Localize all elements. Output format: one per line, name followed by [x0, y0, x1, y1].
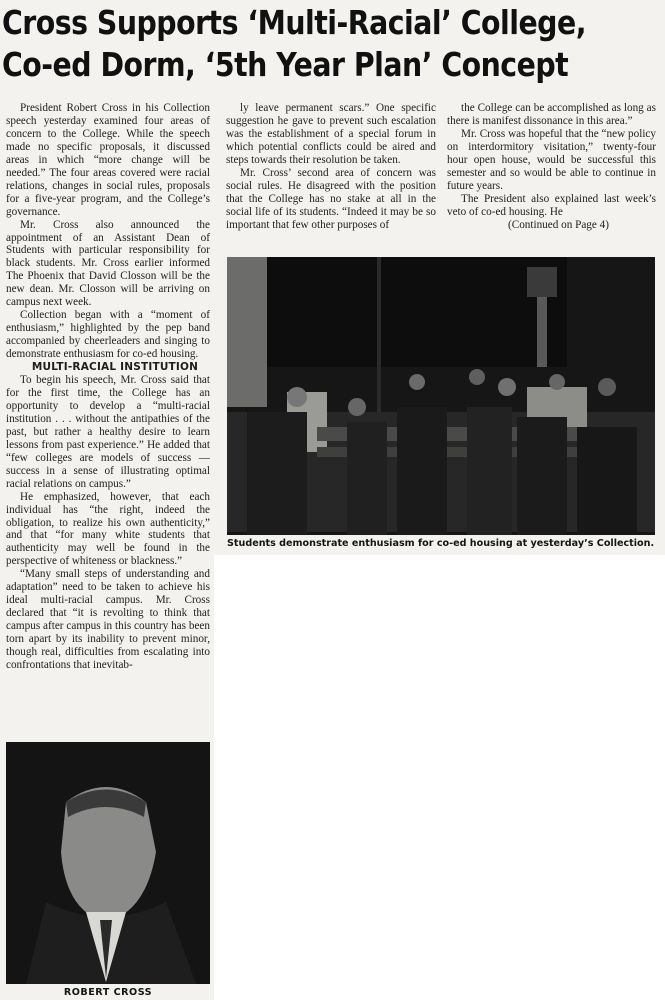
paragraph: To begin his speech, Mr. Cross said that for the first time, the College has an opportunity to develop a “multi-racial institution . . . without the antipathies of the past, but rather a healthy desire to learn lessons from past experience.” He added that “few colleges are models of success — success in a sense of illustrating optimal racial relations on campus.”	[6, 374, 210, 490]
continued-note: (Continued on Page 4)	[508, 218, 609, 231]
paragraph: Mr. Cross also announced the appointment of an Assistant Dean of Students with particular responsibility for black students. Mr. Cross earlier informed The Phoenix that David Closson will be the new dean. Mr. Closson will be arriving on campus next week.	[6, 218, 210, 309]
paragraph: Collection began with a “moment of enthusiasm,” highlighted by the pep band accompanied by cheerleaders and singing to demonstrate enthusiasm for co-ed housing.	[6, 309, 210, 361]
portrait-photo	[6, 742, 210, 984]
paragraph: Mr. Cross was hopeful that the “new policy on interdormitory visitation,” twenty-four hour open house, would be successful this semester and so would be able to continue in future years.	[447, 127, 656, 192]
portrait-caption: ROBERT CROSS	[63, 987, 153, 998]
photo-caption: Students demonstrate enthusiasm for co-ed housing at yesterday’s Collection.	[227, 538, 655, 549]
paragraph: Mr. Cross’ second area of concern was social rules. He disagreed with the position that the College has no stake at all in the social life of its students. “Indeed it may be so important that few other purposes of	[226, 166, 436, 231]
headline-line-2: Co-ed Dorm, ‘5th Year Plan’ Concept	[2, 45, 569, 84]
demonstration-photo	[227, 257, 655, 535]
paragraph: The President also explained last week’s veto of co-ed housing. He	[447, 192, 656, 218]
article-column-1	[6, 102, 210, 672]
headline-line-1: Cross Supports ‘Multi-Racial’ College,	[2, 3, 586, 42]
headline	[2, 2, 586, 86]
article-column-2	[226, 102, 436, 232]
paragraph: “Many small steps of understanding and adaptation” need to be taken to achieve his ideal multi-racial campus. Mr. Cross declared that “it is revolting to think that campus after campus in this country has been torn apart by its inability to prevent minor, though real, difficulties from escalating into confrontations that inevitab-	[6, 568, 210, 671]
article-column-3	[447, 102, 656, 232]
paragraph: He emphasized, however, that each individual has “the right, indeed the obligation, to realize his own authenticity,” and that “for many white students that authenticity may well be found in the perspective of whiteness or blackness.”	[6, 490, 210, 568]
paragraph: the College can be accomplished as long as there is manifest dissonance in this area.”	[447, 102, 656, 127]
paragraph: President Robert Cross in his Collection speech yesterday examined four areas of concern to the College. While the speech made no specific proposals, it discussed areas in which “more change will be needed.” The four areas covered were racial relations, changes in social rules, proposals for a five-year program, and the College’s governance.	[6, 102, 210, 218]
paragraph: ly leave permanent scars.” One specific suggestion he gave to prevent such escalation was the establishment of a special forum in which potential conflicts could be aired and steps towards their resolution be taken.	[226, 102, 436, 166]
subheading: MULTI-RACIAL INSTITUTION	[31, 361, 199, 374]
